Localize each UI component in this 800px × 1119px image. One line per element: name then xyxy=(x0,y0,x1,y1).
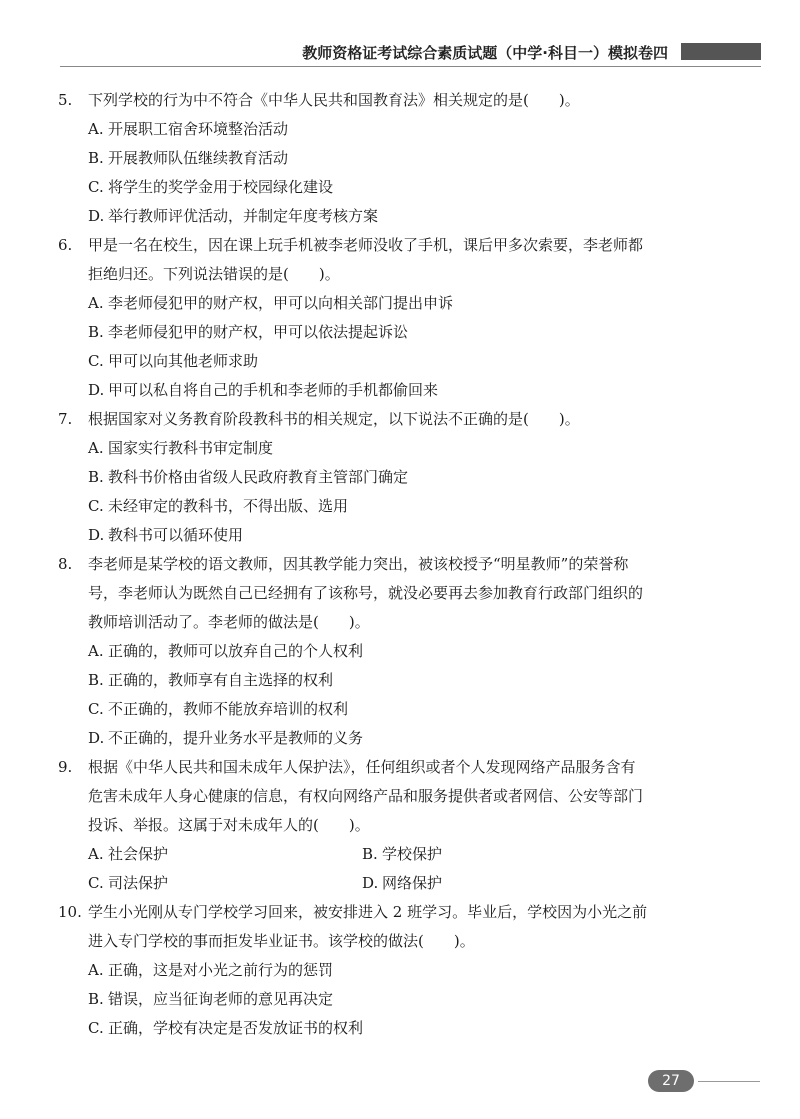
option-letter: A. xyxy=(88,439,104,457)
option-item xyxy=(58,463,698,492)
option-item xyxy=(58,695,698,724)
question-stem-line: 号，李老师认为既然自己已经拥有了该称号，就没必要再去参加教育行政部门组织的 xyxy=(88,584,644,602)
option-item xyxy=(58,202,698,231)
option-text: 不正确的，提升业务水平是教师的义务 xyxy=(108,729,364,747)
option-text: 国家实行教科书审定制度 xyxy=(108,439,274,457)
option-item xyxy=(58,434,698,463)
question-stem-line: 拒绝归还。下列说法错误的是( )。 xyxy=(88,265,340,283)
question-number: 9. xyxy=(58,758,73,776)
option-text: 社会保护 xyxy=(108,845,169,863)
option-item xyxy=(58,144,698,173)
option-item xyxy=(58,492,698,521)
option-text: 举行教师评优活动，并制定年度考核方案 xyxy=(108,207,379,225)
option-text: 甲可以向其他老师求助 xyxy=(108,352,259,370)
option-text: 甲可以私自将自己的手机和李老师的手机都偷回来 xyxy=(108,381,439,399)
question-stem-line: 学生小光刚从专门学校学习回来，被安排进入 2 班学习。毕业后，学校因为小光之前 xyxy=(88,903,648,921)
question-number: 10. xyxy=(58,903,82,921)
option-text: 李老师侵犯甲的财产权，甲可以依法提起诉讼 xyxy=(108,323,409,341)
question-5 xyxy=(58,86,698,231)
question-stem-line: 教师培训活动了。李老师的做法是( )。 xyxy=(88,613,370,631)
option-letter: B. xyxy=(88,323,104,341)
option-letter: C. xyxy=(88,874,104,892)
option-letter: B. xyxy=(88,671,104,689)
option-letter: A. xyxy=(88,642,104,660)
header-title: 教师资格证考试综合素质试题（中学·科目一）模拟卷四 xyxy=(302,44,668,62)
option-text: 将学生的奖学金用于校园绿化建设 xyxy=(108,178,334,196)
page-number: 27 xyxy=(648,1070,694,1092)
question-6 xyxy=(58,231,698,405)
option-item xyxy=(58,347,698,376)
option-item xyxy=(58,1014,698,1043)
option-item xyxy=(58,985,698,1014)
option-letter: B. xyxy=(88,149,104,167)
option-letter: A. xyxy=(88,294,104,312)
question-stem-line: 危害未成年人身心健康的信息，有权向网络产品和服务提供者或者网信、公安等部门 xyxy=(88,787,644,805)
option-text: 正确的，教师享有自主选择的权利 xyxy=(108,671,334,689)
question-10 xyxy=(58,898,698,1043)
question-9 xyxy=(58,753,698,898)
option-text: 李老师侵犯甲的财产权，甲可以向相关部门提出申诉 xyxy=(108,294,454,312)
option-item xyxy=(58,666,698,695)
question-list xyxy=(58,86,698,1043)
option-text: 教科书可以循环使用 xyxy=(108,526,244,544)
option-letter: C. xyxy=(88,352,104,370)
option-item xyxy=(58,376,698,405)
option-letter: B. xyxy=(362,845,378,863)
option-item xyxy=(58,724,698,753)
option-item xyxy=(88,840,362,869)
question-stem-line: 根据国家对义务教育阶段教科书的相关规定，以下说法不正确的是( )。 xyxy=(88,410,580,428)
option-text: 学校保护 xyxy=(382,845,443,863)
option-item xyxy=(58,637,698,666)
header-rule xyxy=(60,66,761,67)
question-number: 6. xyxy=(58,236,73,254)
option-item xyxy=(58,173,698,202)
option-text: 司法保护 xyxy=(108,874,169,892)
option-letter: C. xyxy=(88,700,104,718)
option-letter: B. xyxy=(88,990,104,1008)
question-stem-line: 下列学校的行为中不符合《中华人民共和国教育法》相关规定的是( )。 xyxy=(88,91,580,109)
option-letter: D. xyxy=(88,207,105,225)
option-letter: D. xyxy=(88,381,105,399)
option-letter: C. xyxy=(88,497,104,515)
question-number: 7. xyxy=(58,410,73,428)
question-stem-line: 进入专门学校的事而拒发毕业证书。该学校的做法( )。 xyxy=(88,932,475,950)
option-item xyxy=(88,869,362,898)
option-text: 错误，应当征询老师的意见再决定 xyxy=(108,990,334,1008)
question-8 xyxy=(58,550,698,753)
option-text: 开展教师队伍继续教育活动 xyxy=(108,149,289,167)
page-header xyxy=(0,40,800,64)
option-letter: D. xyxy=(88,729,105,747)
header-decor-bar xyxy=(681,43,761,60)
option-text: 正确，学校有决定是否发放证书的权利 xyxy=(108,1019,364,1037)
option-item xyxy=(58,318,698,347)
option-letter: A. xyxy=(88,845,104,863)
option-row xyxy=(58,840,698,869)
option-letter: D. xyxy=(88,526,105,544)
option-item xyxy=(58,521,698,550)
option-letter: C. xyxy=(88,1019,104,1037)
option-text: 网络保护 xyxy=(382,874,443,892)
option-letter: D. xyxy=(362,874,379,892)
option-text: 未经审定的教科书，不得出版、选用 xyxy=(108,497,349,515)
option-item xyxy=(362,869,636,898)
option-text: 开展职工宿舍环境整治活动 xyxy=(108,120,289,138)
option-letter: C. xyxy=(88,178,104,196)
option-text: 正确的，教师可以放弃自己的个人权利 xyxy=(108,642,364,660)
question-number: 8. xyxy=(58,555,73,573)
option-letter: A. xyxy=(88,120,104,138)
option-item xyxy=(58,956,698,985)
option-row xyxy=(58,869,698,898)
option-letter: B. xyxy=(88,468,104,486)
question-stem-line: 投诉、举报。这属于对未成年人的( )。 xyxy=(88,816,370,834)
footer-rule xyxy=(698,1081,760,1082)
option-item xyxy=(58,115,698,144)
option-item xyxy=(58,289,698,318)
option-text: 教科书价格由省级人民政府教育主管部门确定 xyxy=(108,468,409,486)
option-text: 不正确的，教师不能放弃培训的权利 xyxy=(108,700,349,718)
question-number: 5. xyxy=(58,91,73,109)
option-item xyxy=(362,840,636,869)
question-7 xyxy=(58,405,698,550)
question-stem-line: 甲是一名在校生，因在课上玩手机被李老师没收了手机，课后甲多次索要，李老师都 xyxy=(88,236,644,254)
option-text: 正确，这是对小光之前行为的惩罚 xyxy=(108,961,334,979)
option-letter: A. xyxy=(88,961,104,979)
question-stem-line: 根据《中华人民共和国未成年人保护法》，任何组织或者个人发现网络产品服务含有 xyxy=(88,758,636,776)
question-stem-line: 李老师是某学校的语文教师，因其教学能力突出，被该校授予“明星教师”的荣誉称 xyxy=(88,555,629,573)
